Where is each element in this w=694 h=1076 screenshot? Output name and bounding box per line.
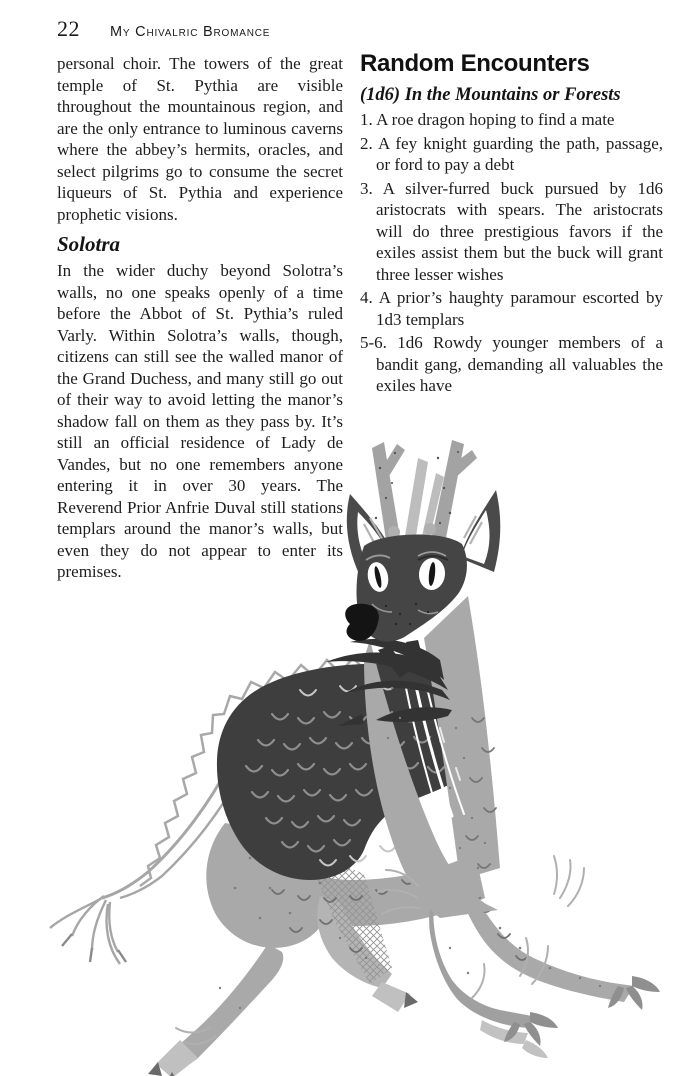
antlers (372, 440, 477, 540)
encounter-list (360, 109, 663, 397)
running-title: My Chivalric Bromance (110, 24, 271, 40)
hooves (148, 982, 418, 1076)
section-heading-solotra: Solotra (57, 232, 121, 256)
encounter-roll: 5-6. (360, 333, 387, 352)
encounter-roll: 2. (360, 133, 373, 153)
encounter-roll: 4. (360, 288, 373, 307)
tail-tuft (50, 896, 126, 964)
roe-dragon-illustration (20, 428, 694, 1076)
random-encounters-heading: Random Encounters (360, 50, 590, 77)
encounter-roll: 1. (360, 110, 373, 129)
encounter-item (360, 287, 663, 330)
encounter-item (360, 133, 663, 176)
encounter-item (360, 109, 663, 131)
encounter-roll: 3. (360, 178, 373, 198)
page-number: 22 (57, 16, 80, 41)
encounter-text: A fey knight guarding the path, passage, or ford to pay a debt (376, 133, 664, 174)
paragraph-temple: personal choir. The towers of the great temple of St. Pythia are visible throughout the mountainous region, and are the only entrance to luminous caverns where the abbey’s hermits, oracles, and select pilgrims go to consume the secret liqueurs of St. Pythia and experience prophetic visions. (57, 54, 343, 224)
encounter-table-heading: (1d6) In the Mountains or Forests (360, 85, 621, 105)
page-header (57, 16, 270, 42)
encounter-text: A silver-furred buck pursued by 1d6 aristocrats with spears. The aristocrats will do three prestigious favors if the exiles assist them but the buck will grant three lesser wishes (376, 178, 664, 284)
encounter-text: A roe dragon hoping to find a mate (376, 110, 615, 129)
encounter-text: A prior’s haughty paramour escorted by 1d3 templars (376, 288, 663, 329)
encounter-item (360, 178, 663, 286)
right-column (360, 50, 663, 399)
encounter-text: 1d6 Rowdy younger members of a bandit gang, demanding all valuables the exiles have (376, 333, 664, 395)
paragraph-solotra: In the wider duchy beyond Solotra’s walls, no one speaks openly of a time before the Abbot of St. Pythia’s ruled Varly. Within Solotra’s walls, though, citizens can still see the walled manor of the Grand Duchess, and many still go out of their way to avoid letting the manor’s shadow fall on them as they pass by. It’s still an official residence of Lady de Vandes, but no one remembers anyone entering it in over 30 years. The Reverend Prior Anfrie Duval still stations templars around the manor’s walls, but even they do not appear to enter its premises. (57, 261, 343, 581)
roe-dragon-drawing (20, 428, 694, 1076)
encounter-item (360, 332, 663, 397)
